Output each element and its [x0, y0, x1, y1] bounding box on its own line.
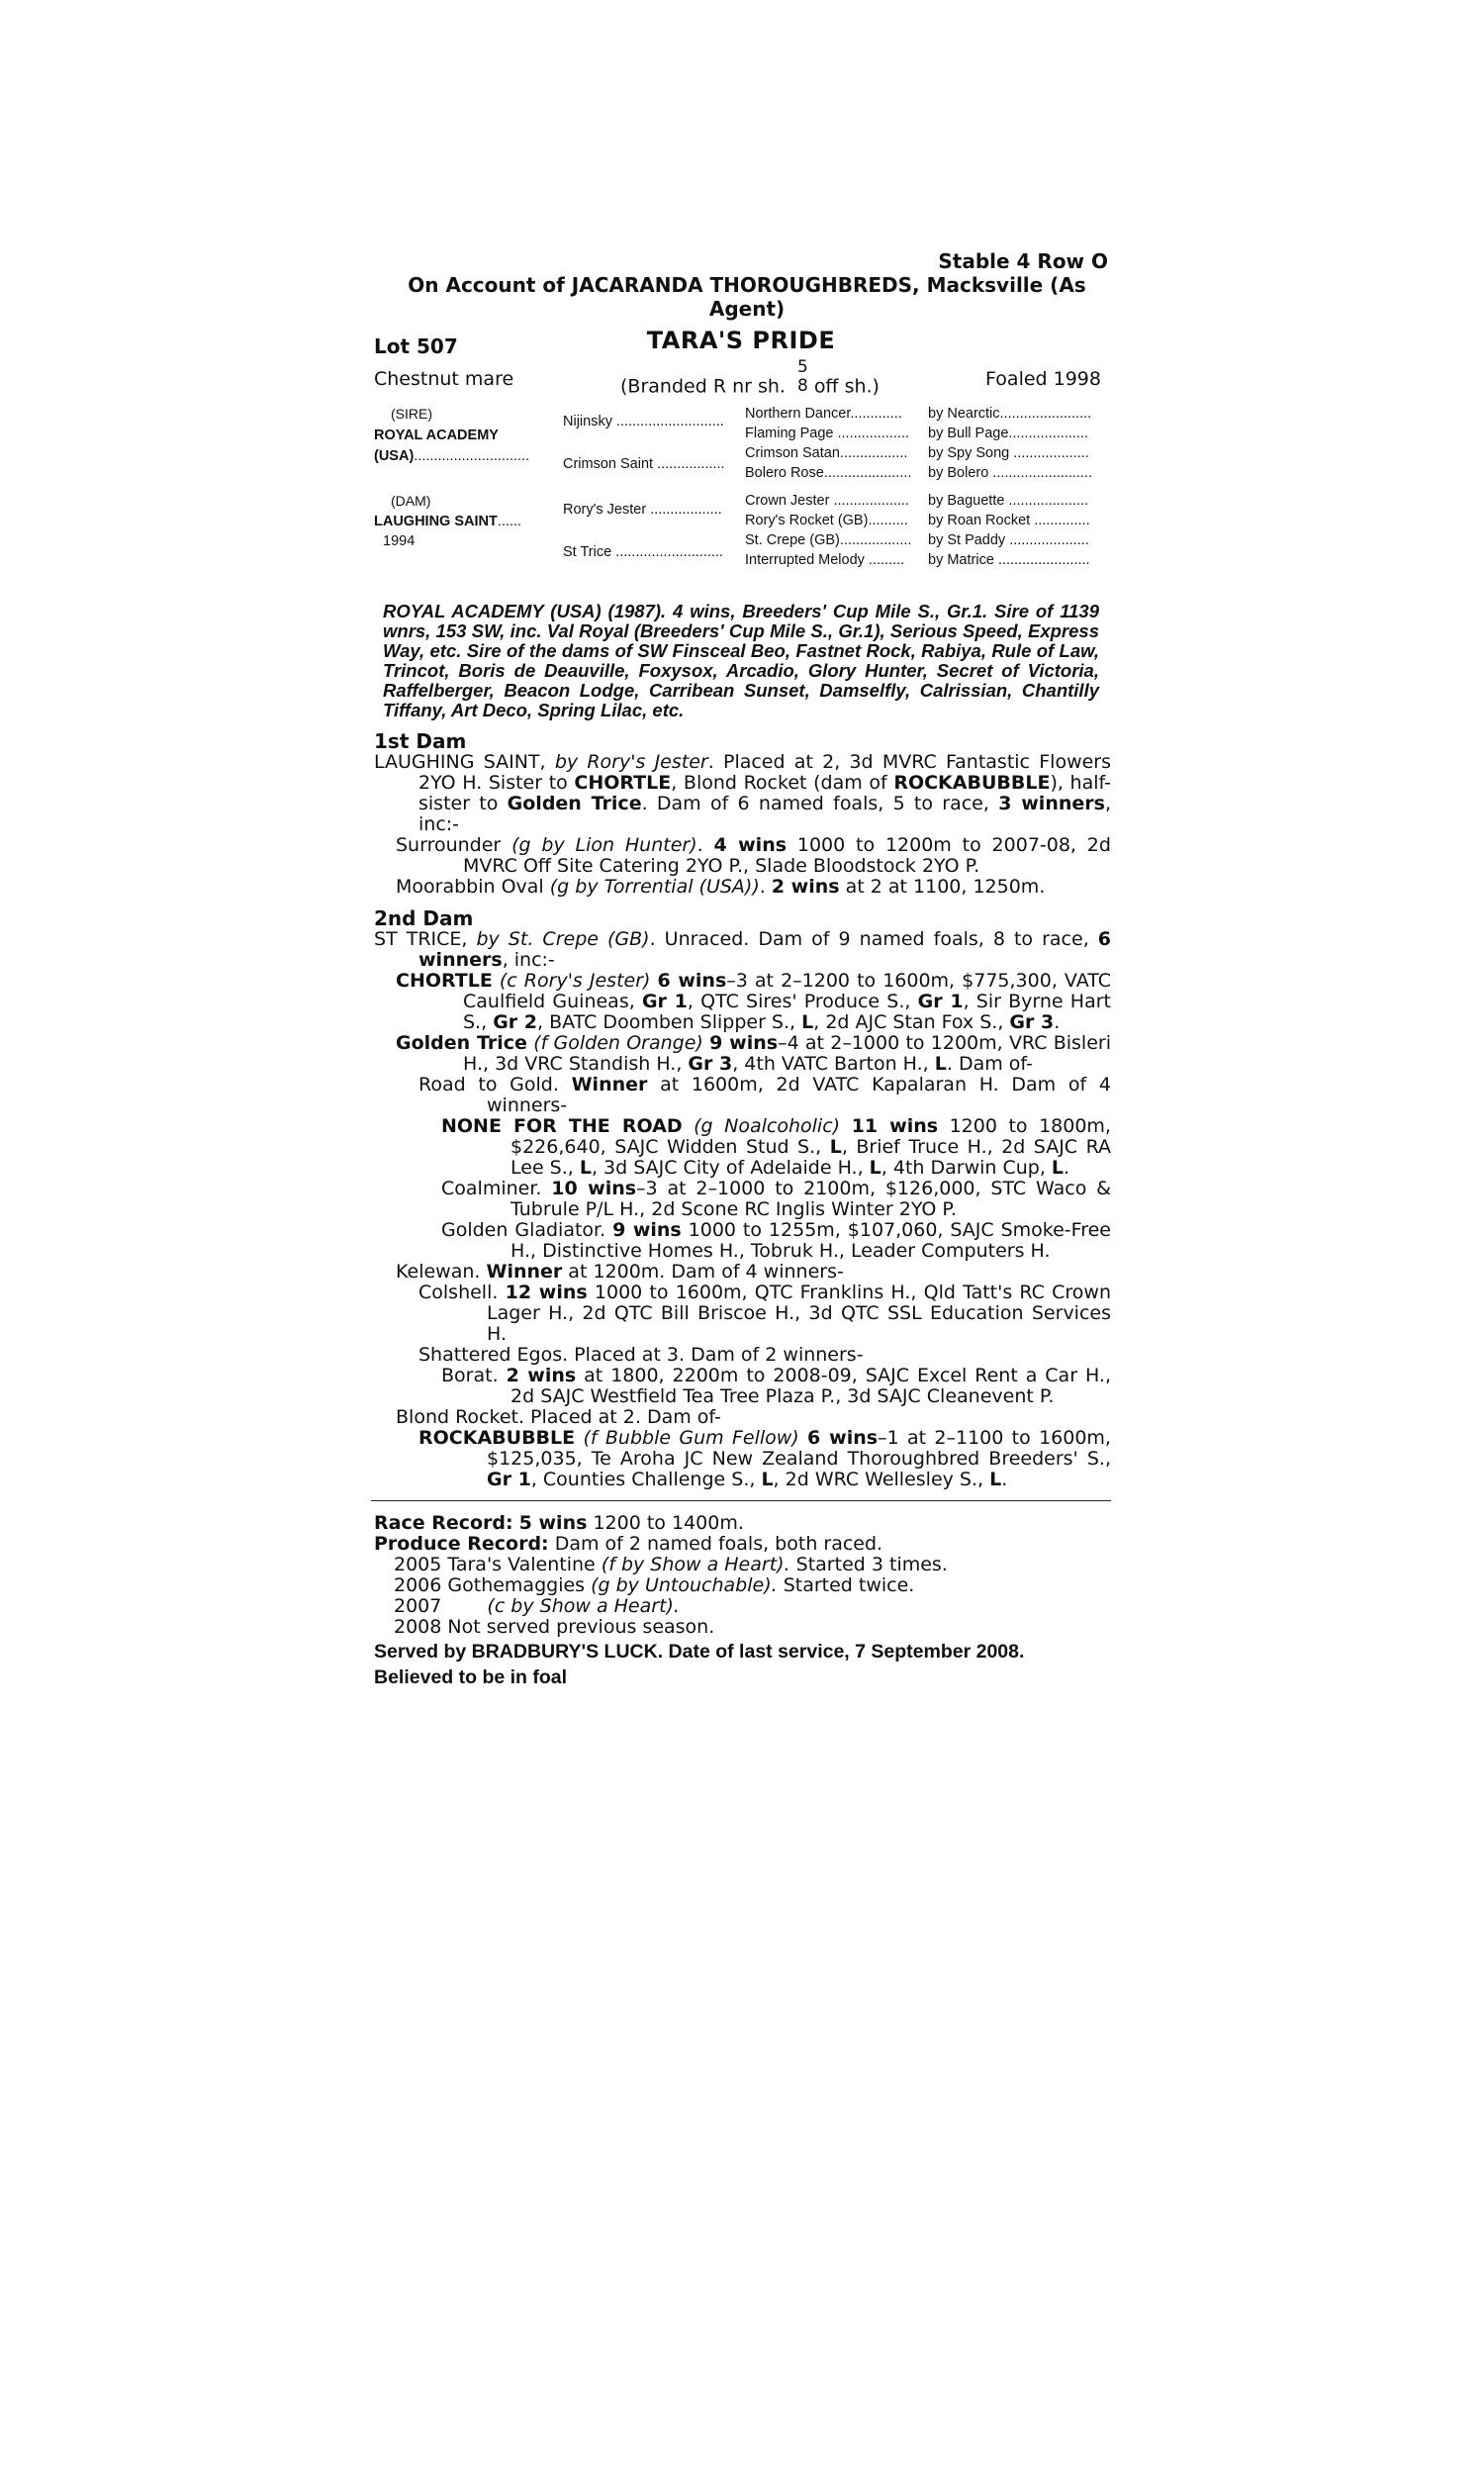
vendor-account: On Account of JACARANDA THOROUGHBREDS, Macksville (As Agent) [408, 273, 1086, 321]
lot-number: Lot 507 [374, 334, 458, 358]
produce-record: Produce Record: Dam of 2 named foals, both raced. [374, 1533, 883, 1555]
granddam-sire: Crimson Saint ................. [563, 456, 725, 472]
gg-6: Rory's Rocket (GB).......... [745, 513, 908, 528]
gg-3: Crimson Satan................. [745, 445, 908, 461]
horse-description [371, 357, 1111, 402]
brand-position: nr sh. [732, 375, 786, 398]
list-item: Colshell. 12 wins 1000 to 1600m, QTC Franklins H., Qld Tatt's RC Crown Lager H., 2d QTC Bill Briscoe H., 3d QTC SSL Education Services H. [418, 1282, 1111, 1345]
list-item: Shattered Egos. Placed at 3. Dam of 2 winners- [418, 1344, 864, 1366]
gg-4: Bolero Rose...................... [745, 465, 912, 481]
records-section [371, 1513, 1111, 1638]
service-note: Served by BRADBURY'S LUCK. Date of last service, 7 September 2008. [374, 1641, 1025, 1663]
brand-close: off sh.) [813, 375, 880, 398]
produce-2006: 2006 Gothemaggies (g by Untouchable). Started twice. [394, 1574, 915, 1596]
gg-5: Crown Jester ................... [745, 493, 909, 509]
ggg-1: by Nearctic....................... [928, 406, 1092, 422]
sire-name: ROYAL ACADEMY [374, 428, 499, 443]
stable-location: Stable 4 Row O [938, 249, 1108, 273]
first-dam-section [371, 730, 1111, 898]
horse-name: TARA'S PRIDE [646, 327, 836, 354]
produce-2005: 2005 Tara's Valentine (f by Show a Heart). Started 3 times. [394, 1554, 948, 1575]
list-item: Golden Trice (f Golden Orange) 9 wins–4 at 2–1000 to 1200m, VRC Bisleri H., 3d VRC Standish H., Gr 3, 4th VATC Barton H., L. Dam of- [396, 1032, 1111, 1075]
list-item: Coalminer. 10 wins–3 at 2–1000 to 2100m, $126,000, STC Waco & Tubrule P/L H., 2d Scone RC Inglis Winter 2YO P. [441, 1178, 1111, 1220]
second-dam-heading: 2nd Dam [374, 906, 474, 930]
ggg-8: by Matrice ....................... [928, 552, 1090, 568]
list-item: Kelewan. Winner at 1200m. Dam of 4 winners- [396, 1261, 844, 1283]
sire-summary: ROYAL ACADEMY (USA) (1987). 4 wins, Breeders' Cup Mile S., Gr.1. Sire of 1139 wnrs, 153 SW, inc. Val Royal (Breeders' Cup Mile S., Gr.1), Serious Speed, Express Way, etc. Sire of the dams of SW Finsceal Beo, Fastnet Rock, Rabiya, Rule of Law, Trincot, Boris de Deauville, Foxysox, Arcadio, Glory Hunter, Secret of Victoria, Raffelberger, Beacon Lodge, Carribean Sunset, Damselfly, Calrissian, Chantilly Tiffany, Art Deco, Spring Lilac, etc. [383, 601, 1099, 720]
divider [371, 1500, 1111, 1501]
ggg-2: by Bull Page.................... [928, 426, 1088, 441]
gg-1: Northern Dancer............. [745, 406, 902, 422]
ggg-4: by Bolero ......................... [928, 465, 1093, 481]
dam-name: LAUGHING SAINT...... [374, 514, 522, 529]
dam-year: 1994 [383, 533, 416, 549]
foal-status: Believed to be in foal [374, 1666, 568, 1688]
grandsire-sire: Nijinsky ........................... [563, 414, 724, 429]
brand-description [620, 357, 880, 406]
first-dam-text: LAUGHING SAINT, by Rory's Jester. Placed at 2, 3d MVRC Fantastic Flowers 2YO H. Sister to CHORTLE, Blond Rocket (dam of ROCKABUBBLE), half-sister to Golden Trice. Dam of 6 named foals, 5 to race, 3 winners, inc:- [374, 751, 1112, 835]
produce-2007: 2007 (c by Show a Heart). [394, 1595, 680, 1617]
list-item: NONE FOR THE ROAD (g Noalcoholic) 11 wins 1200 to 1800m, $226,640, SAJC Widden Stud S., L, Brief Truce H., 2d SAJC RA Lee S., L, 3d SAJC City of Adelaide H., L, 4th Darwin Cup, L. [441, 1115, 1111, 1179]
granddam-dam: St Trice ........................... [563, 544, 723, 560]
brand-symbol: R [712, 375, 727, 398]
list-item: Surrounder (g by Lion Hunter). 4 wins 1000 to 1200m to 2007-08, 2d MVRC Off Site Catering 2YO P., Slade Bloodstock 2YO P. [396, 834, 1111, 877]
list-item: CHORTLE (c Rory's Jester) 6 wins–3 at 2–1200 to 1600m, $775,300, VATC Caulfield Guineas, Gr 1, QTC Sires' Produce S., Gr 1, Sir Byrne Hart S., Gr 2, BATC Doomben Slipper S., L, 2d AJC Stan Fox S., Gr 3. [396, 970, 1111, 1033]
foaled-year: Foaled 1998 [985, 368, 1101, 390]
sire-label: (SIRE) [391, 406, 432, 422]
list-item: Golden Gladiator. 9 wins 1000 to 1255m, $107,060, SAJC Smoke-Free H., Distinctive Homes H., Tobruk H., Leader Computers H. [441, 1219, 1111, 1262]
gg-2: Flaming Page .................. [745, 426, 910, 441]
lot-row [371, 327, 1111, 360]
list-item: Moorabbin Oval (g by Torrential (USA)). 2 wins at 2 at 1100, 1250m. [396, 876, 1046, 898]
list-item: Road to Gold. Winner at 1600m, 2d VATC Kapalaran H. Dam of 4 winners- [418, 1074, 1111, 1116]
pedigree-table [371, 406, 1111, 582]
dam-label: (DAM) [391, 493, 431, 509]
ggg-7: by St Paddy .................... [928, 532, 1089, 548]
catalogue-page [371, 249, 1111, 1689]
gg-8: Interrupted Melody ......... [745, 552, 905, 568]
second-dam-section [371, 907, 1111, 1490]
ggg-5: by Baguette .................... [928, 493, 1089, 509]
ggg-3: by Spy Song ................... [928, 445, 1089, 461]
list-item: Blond Rocket. Placed at 2. Dam of- [396, 1406, 721, 1428]
sire-country: (USA)............................. [374, 448, 530, 464]
brand-fraction: 5 8 [796, 357, 808, 396]
list-item: Borat. 2 wins at 1800, 2200m to 2008-09, SAJC Excel Rent a Car H., 2d SAJC Westfield Tea Tree Plaza P., 3d SAJC Cleanevent P. [441, 1365, 1111, 1407]
produce-2008: 2008 Not served previous season. [394, 1616, 715, 1638]
brand-open: (Branded [620, 375, 707, 398]
first-dam-heading: 1st Dam [374, 729, 467, 753]
second-dam-text: ST TRICE, by St. Crepe (GB). Unraced. Dam of 9 named foals, 8 to race, 6 winners, inc:- [374, 928, 1112, 971]
race-record: Race Record: 5 wins 1200 to 1400m. [374, 1512, 744, 1534]
list-item: ROCKABUBBLE (f Bubble Gum Fellow) 6 wins–1 at 2–1100 to 1600m, $125,035, Te Aroha JC New Zealand Thoroughbred Breeders' S., Gr 1, Counties Challenge S., L, 2d WRC Wellesley S., L. [418, 1427, 1111, 1490]
ggg-6: by Roan Rocket .............. [928, 513, 1090, 528]
grandsire-dam: Rory's Jester .................. [563, 502, 722, 518]
gg-7: St. Crepe (GB).................. [745, 532, 912, 548]
horse-sex: Chestnut mare [374, 368, 514, 390]
